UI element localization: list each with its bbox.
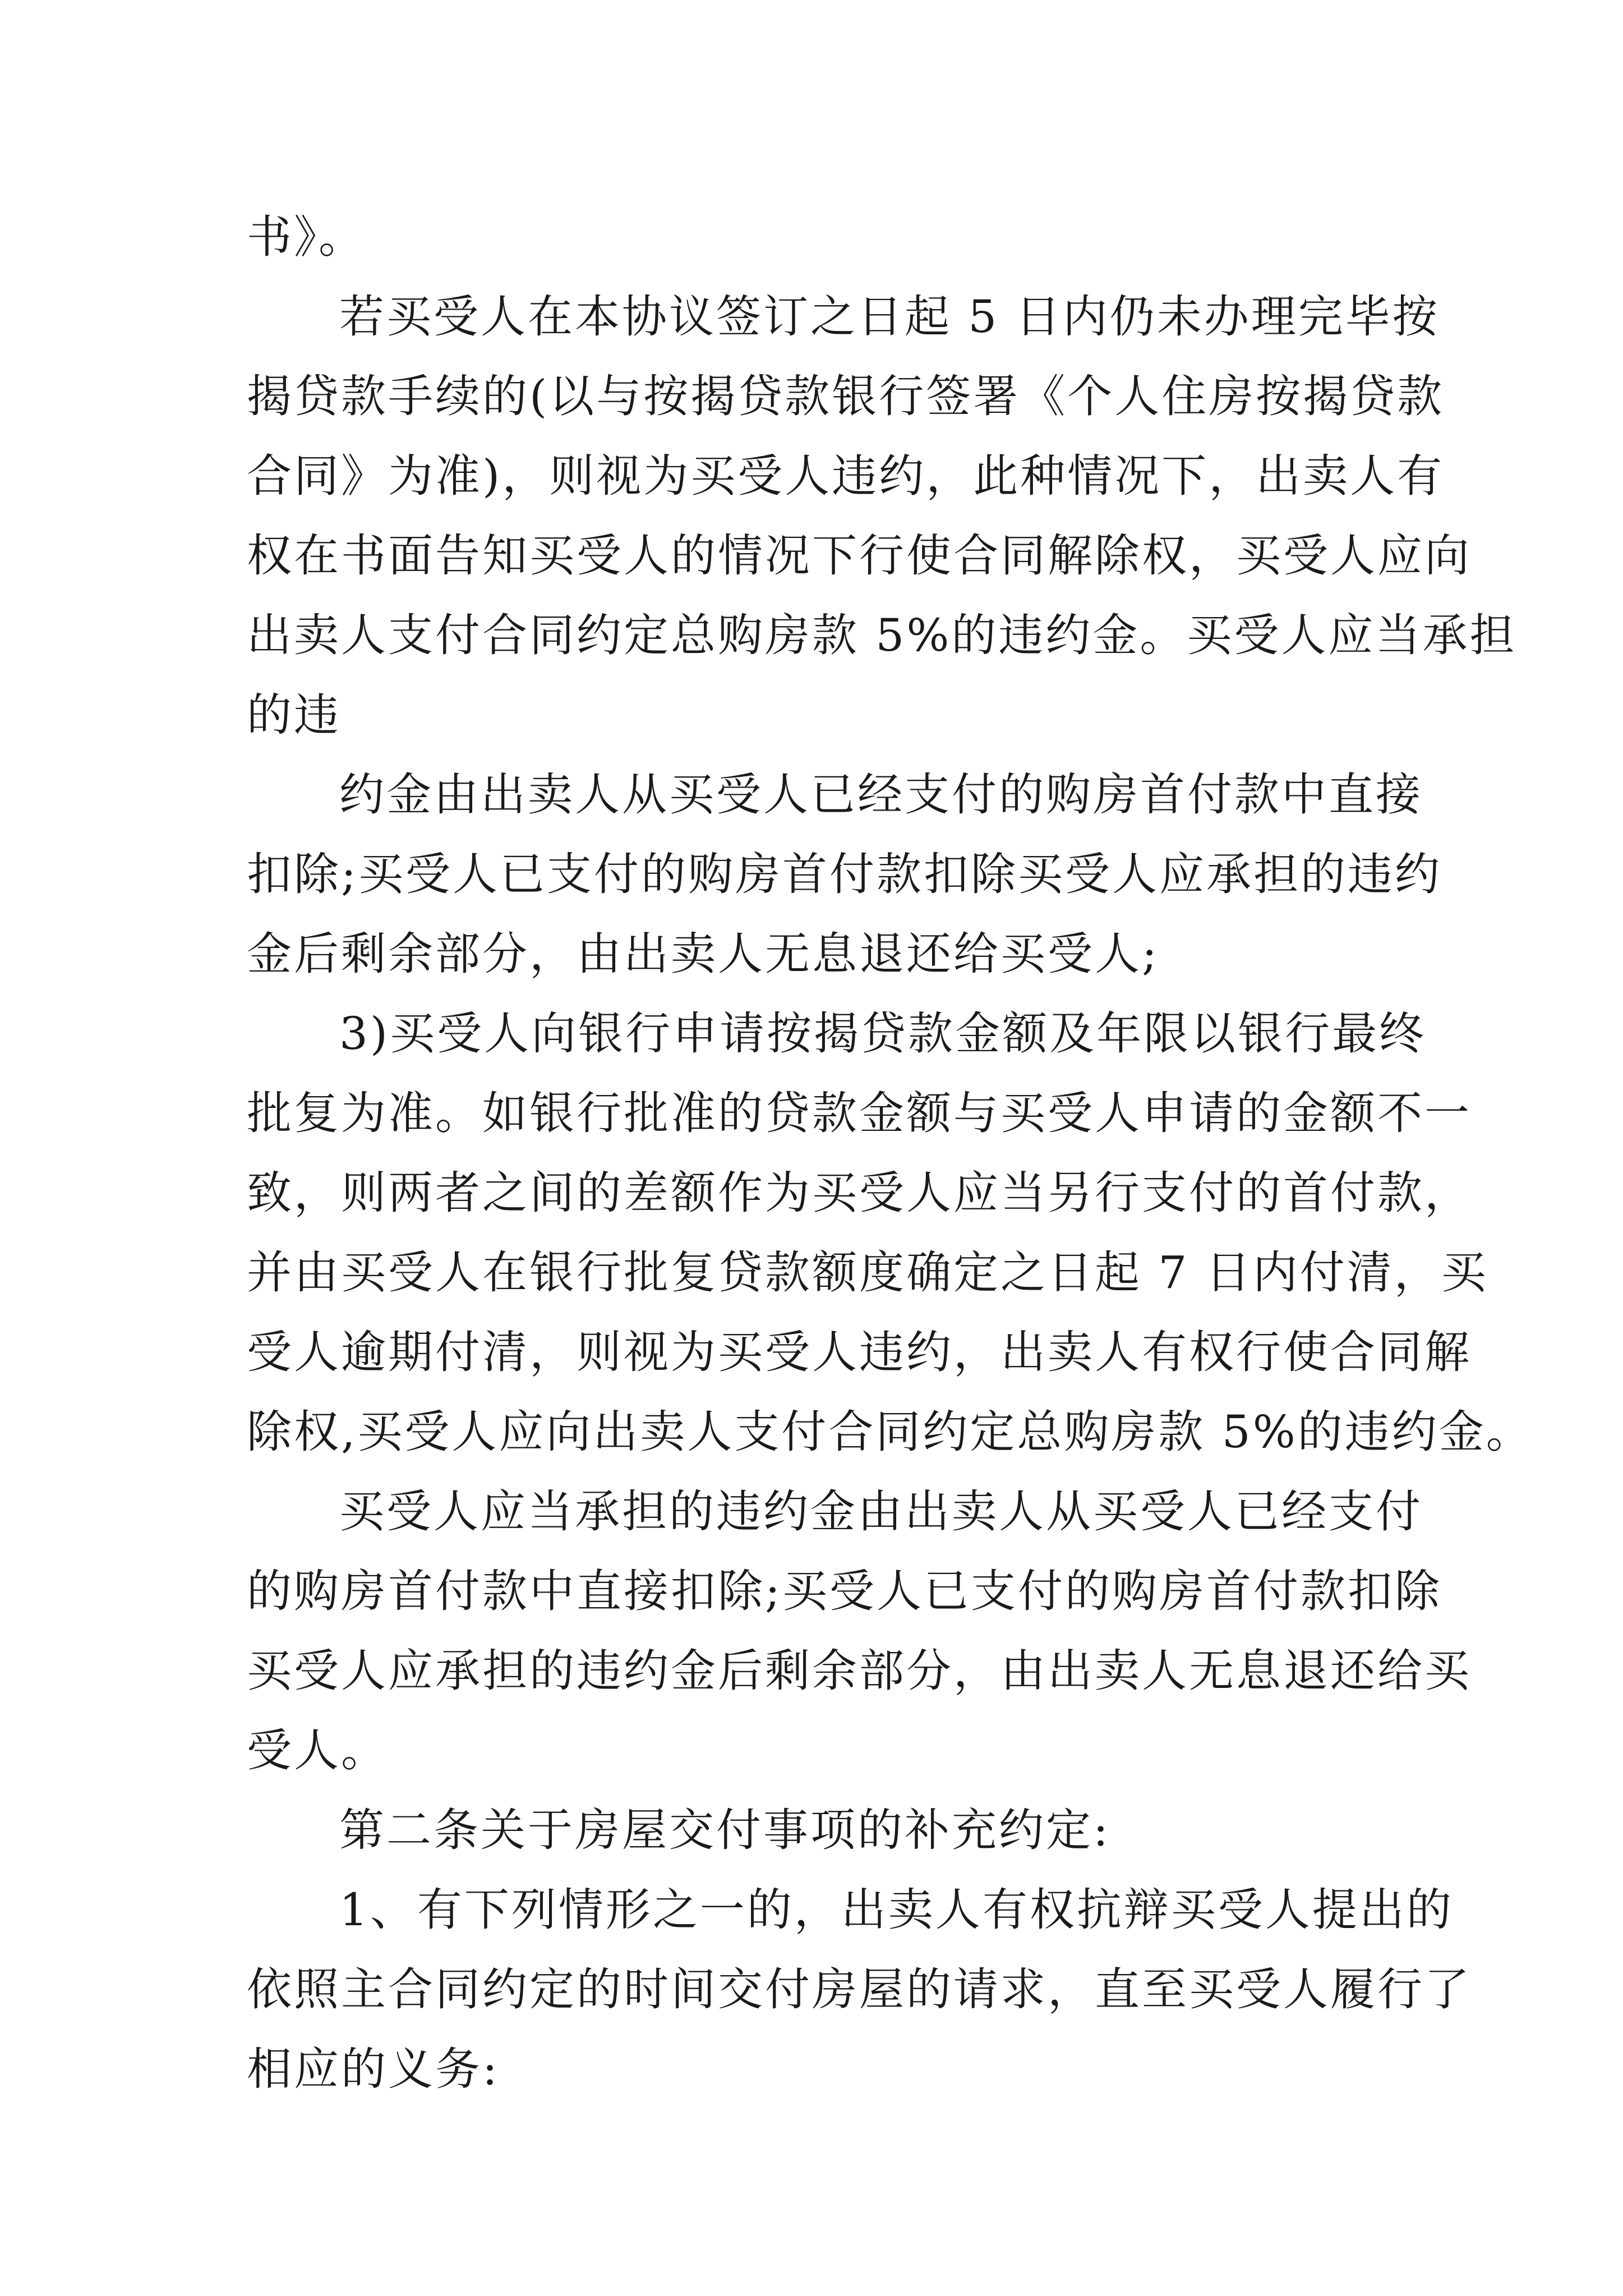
text-line: 致，则两者之间的差额作为买受人应当另行支付的首付款，: [247, 1167, 1472, 1219]
text-line: 揭贷款手续的(以与按揭贷款银行签署《个人住房按揭贷款: [247, 370, 1445, 422]
text-line: 金后剩余部分，由出卖人无息退还给买受人;: [247, 928, 1159, 980]
text-line: 除权,买受人应向出卖人支付合同约定总购房款 5%的违约金。: [247, 1406, 1533, 1458]
text-line: 权在书面告知买受人的情况下行使合同解除权，买受人应向: [247, 530, 1472, 582]
text-line: 并由买受人在银行批复贷款额度确定之日起 7 日内付清，买: [247, 1246, 1488, 1299]
text-line: 买受人应承担的违约金后剩余部分，由出卖人无息退还给买: [247, 1645, 1472, 1697]
text-line: 批复为准。如银行批准的贷款金额与买受人申请的金额不一: [247, 1087, 1472, 1139]
text-line: 合同》为准)，则视为买受人违约，此种情况下，出卖人有: [247, 450, 1445, 502]
text-line: 的购房首付款中直接扣除;买受人已支付的购房首付款扣除: [247, 1565, 1442, 1617]
paragraph-start: 若买受人在本协议签订之日起 5 日内仍未办理完毕按: [339, 291, 1440, 343]
text-line: 出卖人支付合同约定总购房款 5%的违约金。买受人应当承担: [247, 609, 1517, 661]
section-heading: 第二条关于房屋交付事项的补充约定:: [339, 1804, 1110, 1856]
text-line: 的违: [247, 689, 341, 741]
text-line: 依照主合同约定的时间交付房屋的请求，直至买受人履行了: [247, 1963, 1472, 2016]
text-line: 书》。: [247, 211, 366, 263]
text-line: 受人。: [247, 1724, 388, 1777]
paragraph-start: 3)买受人向银行申请按揭贷款金额及年限以银行最终: [339, 1007, 1427, 1060]
paragraph-start: 约金由出卖人从买受人已经支付的购房首付款中直接: [339, 769, 1423, 821]
text-line: 扣除;买受人已支付的购房首付款扣除买受人应承担的违约: [247, 848, 1442, 900]
text-line: 相应的义务:: [247, 2043, 500, 2095]
paragraph-start: 买受人应当承担的违约金由出卖人从买受人已经支付: [339, 1485, 1423, 1538]
text-line: 受人逾期付清，则视为买受人违约，出卖人有权行使合同解: [247, 1326, 1472, 1378]
paragraph-start: 1、有下列情形之一的，出卖人有权抗辩买受人提出的: [339, 1884, 1454, 1936]
